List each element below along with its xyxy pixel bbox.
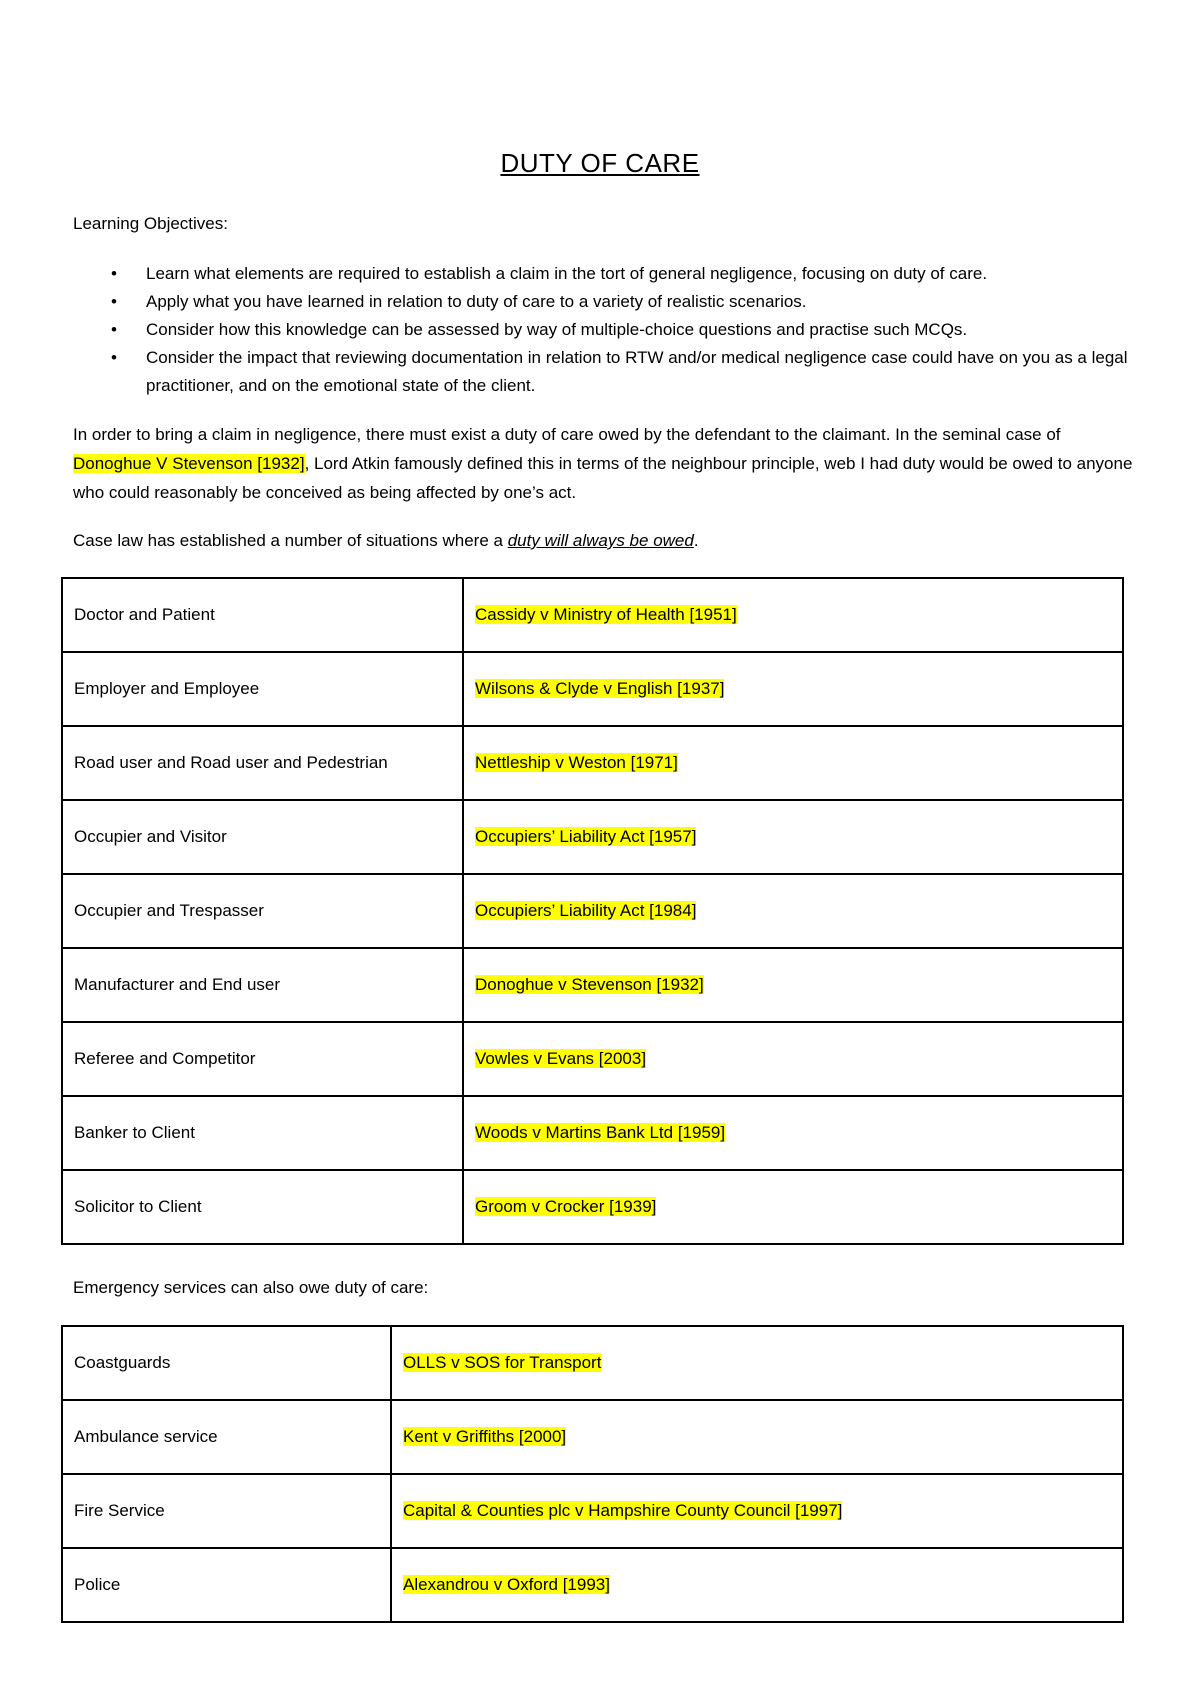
objective-item [73,288,1133,316]
case-cell [391,1326,1123,1400]
case-name: OLLS v SOS for Transport [403,1353,602,1372]
service-cell: Fire Service [62,1474,391,1548]
case-cell [391,1548,1123,1622]
case-cell [463,948,1123,1022]
case-name: Donoghue v Stevenson [1932] [475,975,704,994]
relationship-cell: Occupier and Visitor [62,800,463,874]
table-row [62,948,1123,1022]
case-name: Vowles v Evans [2003] [475,1049,647,1068]
case-name: Occupiers’ Liability Act [1957] [475,827,697,846]
service-cell: Police [62,1548,391,1622]
case-law-prefix: Case law has established a number of situations where a [73,531,508,550]
table-row [62,1400,1123,1474]
highlighted-case: Donoghue V Stevenson [1932] [73,454,305,473]
objective-text: Apply what you have learned in relation to duty of care to a variety of realistic scenarios. [146,292,807,311]
relationship-cell: Doctor and Patient [62,578,463,652]
case-name: Groom v Crocker [1939] [475,1197,657,1216]
case-cell [391,1474,1123,1548]
case-name: Kent v Griffiths [2000] [403,1427,567,1446]
case-cell [391,1400,1123,1474]
emergency-intro: Emergency services can also owe duty of care: [73,1278,429,1297]
case-law-suffix: . [693,531,699,550]
case-name: Alexandrou v Oxford [1993] [403,1575,610,1594]
objective-text: Learn what elements are required to establish a claim in the tort of general negligence, focusing on duty of care. [146,264,988,283]
table-row [62,800,1123,874]
bullet-icon: • [111,348,117,367]
case-name: Cassidy v Ministry of Health [1951] [475,605,737,624]
case-cell [463,1096,1123,1170]
case-name: Woods v Martins Bank Ltd [1959] [475,1123,726,1142]
case-cell [463,726,1123,800]
case-name: Nettleship v Weston [1971] [475,753,678,772]
bullet-icon: • [111,320,117,339]
intro-text-part2: , Lord Atkin famously defined this in terms of the neighbour principle, web I had duty would be owed to anyone who could reasonably be conceived as being affected by one’s act. [73,454,1133,502]
objective-item [73,260,1133,288]
relationship-cell: Banker to Client [62,1096,463,1170]
duty-table [61,577,1124,1245]
case-name: Occupiers’ Liability Act [1984] [475,901,697,920]
relationship-cell: Occupier and Trespasser [62,874,463,948]
table-row [62,726,1123,800]
table-row [62,1474,1123,1548]
objectives-list [73,260,1133,400]
table-row [62,1548,1123,1622]
relationship-cell: Employer and Employee [62,652,463,726]
relationship-cell: Road user and Road user and Pedestrian [62,726,463,800]
table-row [62,652,1123,726]
table-row [62,1096,1123,1170]
table-row [62,1170,1123,1244]
case-cell [463,874,1123,948]
table-row [62,1326,1123,1400]
table-row [62,874,1123,948]
bullet-icon: • [111,292,117,311]
case-cell [463,578,1123,652]
page-title: DUTY OF CARE [500,148,700,178]
bullet-icon: • [111,264,117,283]
emergency-table [61,1325,1124,1623]
objective-item [73,344,1133,400]
service-cell: Ambulance service [62,1400,391,1474]
case-cell [463,1022,1123,1096]
table-row [62,578,1123,652]
relationship-cell: Solicitor to Client [62,1170,463,1244]
table-row [62,1022,1123,1096]
relationship-cell: Manufacturer and End user [62,948,463,1022]
case-name: Wilsons & Clyde v English [1937] [475,679,725,698]
relationship-cell: Referee and Competitor [62,1022,463,1096]
case-cell [463,1170,1123,1244]
case-law-emphasis: duty will always be owed [507,531,694,550]
objectives-heading: Learning Objectives: [73,214,228,233]
service-cell: Coastguards [62,1326,391,1400]
objective-item [73,316,1133,344]
objective-text: Consider how this knowledge can be assessed by way of multiple-choice questions and practise such MCQs. [146,320,968,339]
case-cell [463,652,1123,726]
intro-paragraph [73,420,1133,507]
objective-text: Consider the impact that reviewing documentation in relation to RTW and/or medical negligence case could have on you as a legal practitioner, and on the emotional state of the client. [146,348,1128,395]
case-name: Capital & Counties plc v Hampshire County Council [1997] [403,1501,843,1520]
intro-text-part1: In order to bring a claim in negligence, there must exist a duty of care owed by the defendant to the claimant. In the seminal case of [73,425,1061,444]
case-cell [463,800,1123,874]
case-law-paragraph [73,526,1133,555]
